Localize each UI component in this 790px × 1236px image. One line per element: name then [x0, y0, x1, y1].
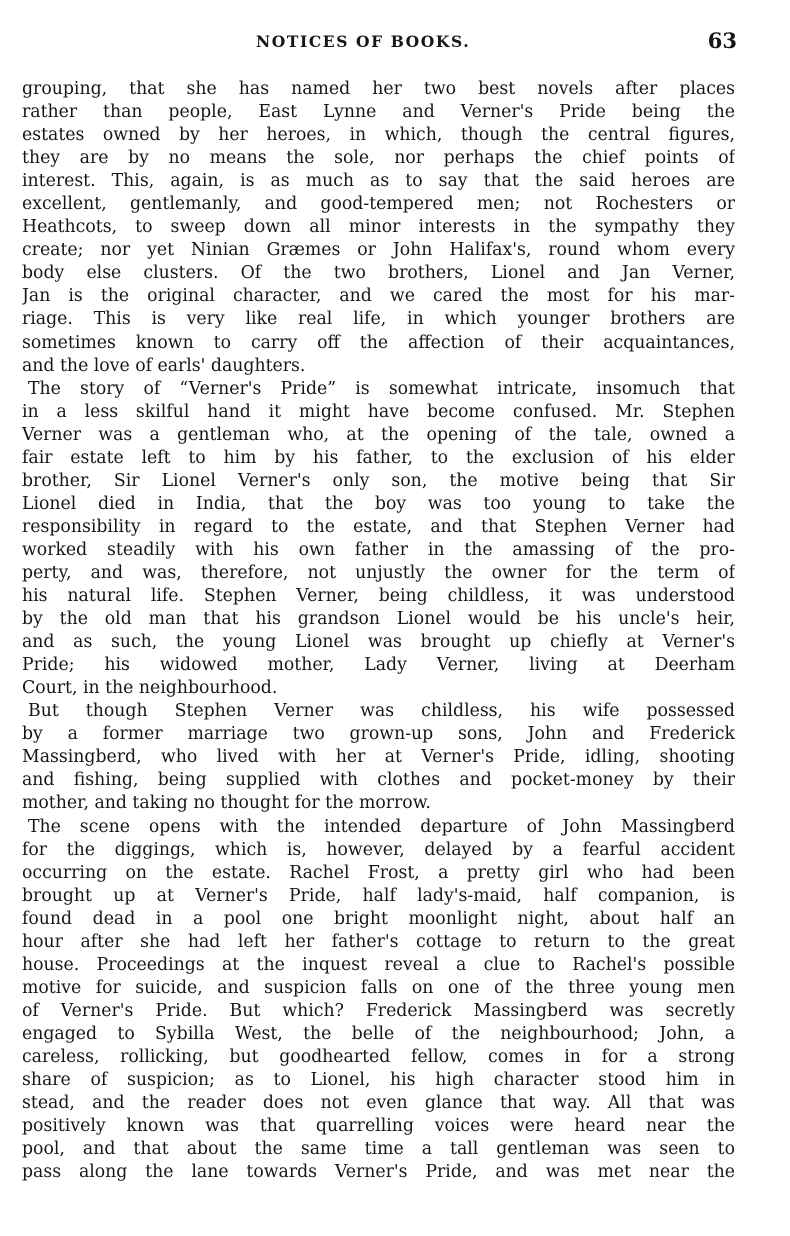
text-line: responsibility in regard to the estate, and that Stephen Verner had — [22, 516, 735, 537]
text-line: Verner was a gentleman who, at the opening of the tale, owned a — [22, 424, 735, 445]
text-line: estates owned by her heroes, in which, though the central figures, — [22, 125, 735, 146]
text-line: occurring on the estate. Rachel Frost, a pretty girl who had been — [22, 862, 735, 883]
text-line: share of suspicion; as to Lionel, his high character stood him in — [22, 1070, 735, 1091]
page-number: 63 — [707, 28, 737, 53]
text-line: mother, and taking no thought for the morrow. — [22, 793, 431, 814]
text-line: riage. This is very like real life, in which younger brothers are — [22, 309, 735, 330]
text-line: pass along the lane towards Verner's Pride, and was met near the — [22, 1162, 735, 1183]
text-line: rather than people, East Lynne and Verner's Pride being the — [22, 102, 735, 123]
text-line: in a less skilful hand it might have become confused. Mr. Stephen — [22, 401, 735, 422]
text-line: interest. This, again, is as much as to say that the said heroes are — [22, 171, 735, 192]
text-line: and as such, the young Lionel was brought up chiefly at Verner's — [22, 632, 735, 653]
text-line: they are by no means the sole, nor perhaps the chief points of — [22, 148, 735, 169]
text-line: positively known was that quarrelling voices were heard near the — [22, 1116, 735, 1137]
text-line: brought up at Verner's Pride, half lady's-maid, half companion, is — [22, 885, 735, 906]
text-line: Pride; his widowed mother, Lady Verner, living at Deerham — [22, 655, 735, 676]
text-line: Massingberd, who lived with her at Verner's Pride, idling, shooting — [22, 747, 735, 768]
text-line: motive for suicide, and suspicion falls on one of the three young men — [22, 977, 735, 998]
text-line: Heathcots, to sweep down all minor interests in the sympathy they — [22, 217, 735, 238]
paragraph — [22, 700, 735, 815]
text-line: and fishing, being supplied with clothes and pocket-money by their — [22, 770, 735, 791]
text-line: careless, rollicking, but goodhearted fellow, comes in for a strong — [22, 1046, 735, 1067]
text-line: by a former marriage two grown-up sons, John and Frederick — [22, 724, 735, 745]
book-page — [22, 28, 735, 1184]
text-line: found dead in a pool one bright moonlight night, about half an — [22, 908, 735, 929]
text-line: for the diggings, which is, however, delayed by a fearful accident — [22, 839, 735, 860]
text-line: and the love of earls' daughters. — [22, 355, 306, 376]
text-line: stead, and the reader does not even glance that way. All that was — [22, 1093, 735, 1114]
text-line: hour after she had left her father's cottage to return to the great — [22, 931, 735, 952]
text-line: body else clusters. Of the two brothers, Lionel and Jan Verner, — [22, 263, 735, 284]
text-line: by the old man that his grandson Lionel would be his uncle's heir, — [22, 609, 735, 630]
text-line: his natural life. Stephen Verner, being childless, it was understood — [22, 586, 735, 607]
text-line: grouping, that she has named her two best novels after places — [22, 79, 735, 99]
text-line: brother, Sir Lionel Verner's only son, the motive being that Sir — [22, 470, 735, 491]
text-line: create; nor yet Ninian Græmes or John Halifax's, round whom every — [22, 240, 735, 261]
text-line: excellent, gentlemanly, and good-tempered men; not Rochesters or — [22, 194, 735, 215]
text-line: engaged to Sybilla West, the belle of the neighbourhood; John, a — [22, 1023, 735, 1044]
text-line: Lionel died in India, that the boy was too young to take the — [22, 493, 735, 514]
text-line: sometimes known to carry off the affection of their acquaintances, — [22, 332, 735, 353]
text-line: house. Proceedings at the inquest reveal a clue to Rachel's possible — [22, 954, 735, 975]
text-line: perty, and was, therefore, not unjustly the owner for the term of — [22, 562, 735, 583]
text-line: of Verner's Pride. But which? Frederick Massingberd was secretly — [22, 1000, 735, 1021]
text-line: worked steadily with his own father in the amassing of the pro- — [22, 539, 735, 560]
text-line: Court, in the neighbourhood. — [22, 678, 278, 699]
text-line: But though Stephen Verner was childless, his wife possessed — [28, 701, 735, 722]
page-header — [22, 28, 735, 58]
text-line: The scene opens with the intended departure of John Massingberd — [28, 816, 735, 837]
text-line: The story of “Verner's Pride” is somewhat intricate, insomuch that — [28, 378, 735, 399]
paragraph — [22, 378, 735, 701]
text-line: Jan is the original character, and we cared the most for his mar- — [22, 286, 735, 307]
body-text — [22, 78, 735, 1184]
text-line: pool, and that about the same time a tall gentleman was seen to — [22, 1139, 735, 1160]
running-title: NOTICES OF BOOKS. — [256, 32, 471, 51]
paragraph — [22, 816, 735, 1185]
paragraph — [22, 78, 735, 378]
text-line: fair estate left to him by his father, to the exclusion of his elder — [22, 447, 735, 468]
